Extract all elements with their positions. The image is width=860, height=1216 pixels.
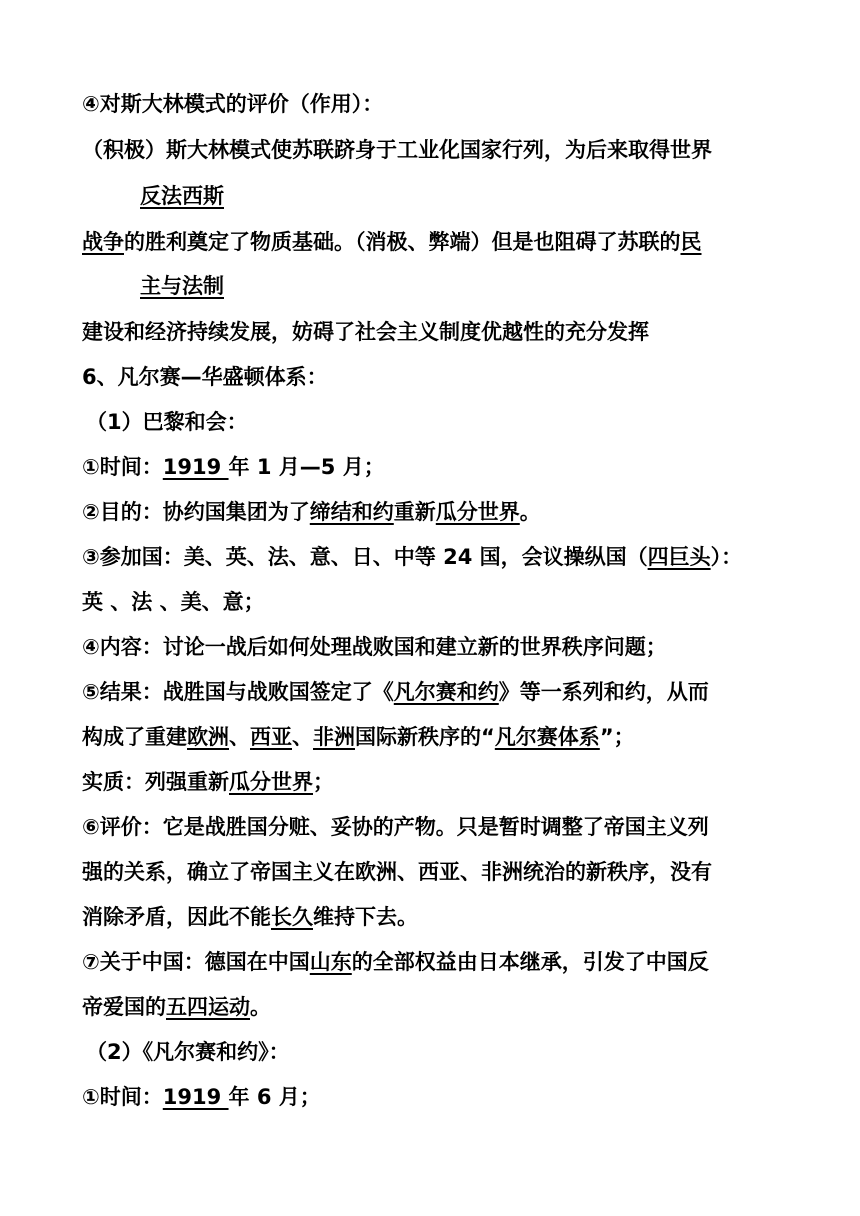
underlined-text: 瓜分世界	[229, 770, 313, 794]
doc-line-1	[82, 89, 383, 119]
text-segment: 的全部权益由日本继承，引发了中国反	[351, 950, 709, 974]
doc-line-9	[82, 452, 385, 482]
text-segment: 6、凡尔赛—华盛顿体系：	[82, 365, 328, 389]
text-segment: ；	[313, 770, 334, 794]
text-segment: ②目的：协约国集团为了	[82, 500, 310, 524]
text-segment: 维持下去。	[313, 905, 418, 929]
doc-line-4	[82, 227, 702, 257]
doc-line-2	[82, 135, 712, 165]
underlined-text: 反法西斯	[140, 184, 224, 208]
text-segment: 国际新秩序的“	[355, 725, 495, 749]
text-segment: ④对斯大林模式的评价（作用）：	[82, 92, 384, 116]
underlined-text: 凡尔赛和约	[393, 680, 499, 704]
doc-line-16	[82, 767, 334, 797]
underlined-text: 1919	[162, 1085, 229, 1109]
doc-line-11	[82, 542, 742, 572]
text-segment: ⑥评价：它是战胜国分赃、妥协的产物。只是暂时调整了帝国主义列	[82, 815, 709, 839]
text-segment: 、	[229, 725, 250, 749]
text-segment: 强的关系，确立了帝国主义在欧洲、西亚、非洲统治的新秩序，没有	[82, 860, 712, 884]
text-segment: 年 1 月—5 月；	[228, 455, 385, 479]
text-segment: 消除矛盾，因此不能	[82, 905, 271, 929]
doc-line-13	[82, 632, 667, 662]
text-segment: 帝爱国的	[82, 995, 166, 1019]
doc-line-10	[82, 497, 541, 527]
underlined-text: 西亚	[250, 725, 292, 749]
text-segment: ⑦关于中国：德国在中国	[82, 950, 310, 974]
text-segment: 实质：列强重新	[82, 770, 229, 794]
underlined-text: 1919	[162, 455, 229, 479]
underlined-text: 凡尔赛体系	[494, 725, 600, 749]
doc-line-19	[82, 902, 418, 932]
text-segment: ⑤结果：战胜国与战败国签定了《	[82, 680, 394, 704]
doc-line-18	[82, 857, 712, 887]
text-segment: 重新	[393, 500, 436, 524]
doc-line-17	[82, 812, 709, 842]
text-segment: ④内容：讨论一战后如何处理战败国和建立新的世界秩序问题；	[82, 635, 667, 659]
text-segment: 》等一系列和约，从而	[498, 680, 709, 704]
text-segment: ①时间：	[82, 1085, 163, 1109]
underlined-text: 民	[680, 230, 702, 254]
doc-line-7	[82, 362, 328, 392]
text-segment: 构成了重建	[82, 725, 187, 749]
text-segment: 。	[250, 995, 271, 1019]
underlined-text: 缔结和约	[309, 500, 394, 524]
doc-line-23	[82, 1082, 321, 1112]
doc-line-8	[86, 407, 248, 437]
text-segment: ）：	[710, 545, 743, 569]
underlined-text: 长久	[271, 905, 313, 929]
underlined-text: 四巨头	[647, 545, 711, 569]
text-segment: （2）《凡尔赛和约》：	[86, 1040, 290, 1064]
doc-line-20	[82, 947, 709, 977]
text-segment: 、	[292, 725, 313, 749]
text-segment: 的胜利奠定了物质基础。（消极、弊端）但是也阻碍了苏联的	[124, 230, 681, 254]
underlined-text: 山东	[309, 950, 352, 974]
doc-line-6	[82, 317, 649, 347]
text-segment: （1）巴黎和会：	[86, 410, 248, 434]
text-segment: 年 6 月；	[228, 1085, 321, 1109]
text-segment: （积极）斯大林模式使苏联跻身于工业化国家行列，为后来取得世界	[82, 138, 712, 162]
text-segment: ③参加国：美、英、法、意、日、中等 24 国，会议操纵国（	[82, 545, 648, 569]
underlined-text: 欧洲	[187, 725, 229, 749]
doc-line-5	[140, 271, 224, 301]
underlined-text: 瓜分世界	[435, 500, 520, 524]
doc-line-15	[82, 722, 635, 752]
doc-line-22	[86, 1037, 290, 1067]
text-segment: ”；	[599, 725, 635, 749]
underlined-text: 战争	[82, 230, 124, 254]
text-segment: 建设和经济持续发展，妨碍了社会主义制度优越性的充分发挥	[82, 320, 649, 344]
text-segment: ①时间：	[82, 455, 163, 479]
doc-line-3	[140, 181, 224, 211]
underlined-text: 非洲	[313, 725, 355, 749]
underlined-text: 五四运动	[166, 995, 250, 1019]
underlined-text: 主与法制	[140, 274, 224, 298]
doc-line-14	[82, 677, 709, 707]
doc-line-12	[82, 587, 265, 617]
text-segment: 英 、法 、美、意；	[82, 590, 265, 614]
text-segment: 。	[519, 500, 541, 524]
doc-line-21	[82, 992, 271, 1022]
